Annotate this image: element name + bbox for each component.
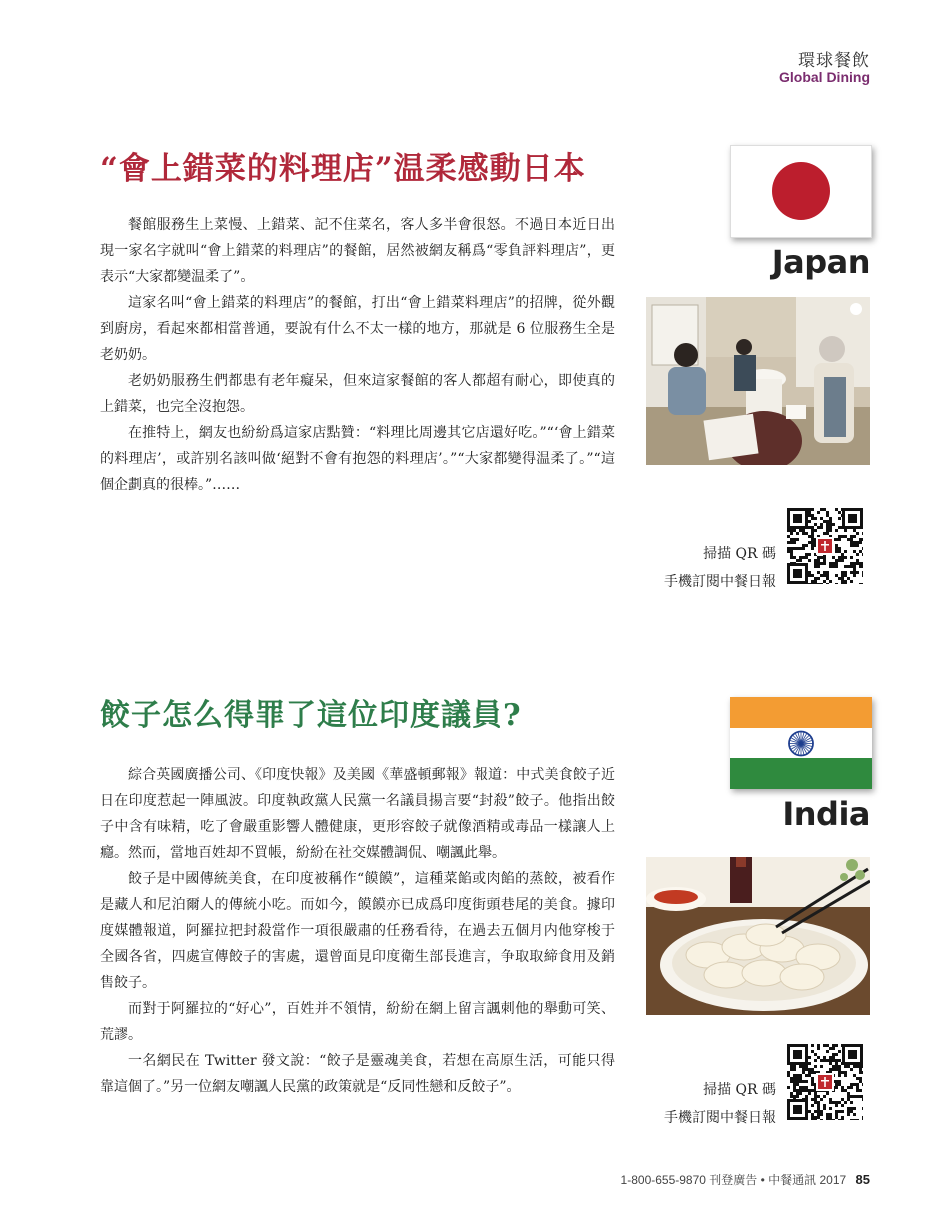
qr-caption — [664, 1076, 776, 1132]
article2-headline: 餃子怎么得罪了這位印度議員? — [100, 698, 522, 733]
qr-code-icon[interactable] — [787, 508, 863, 584]
article2-paragraph: 餃子是中國傳統美食，在印度被稱作“饃饃”，這種菜餡或肉餡的蒸餃，被看作是藏人和尼泊爾人的傳統小吃。而如今，饃饃亦已成爲印度街頭巷尾的美食。據印度媒體報道，阿羅拉把封殺當作一項很嚴肅的任務看待，在過去五個月内他穿梭于全國各省，四處宣傳餃子的害處，還曾面見印度衛生部長進言，争取取締食用及銷售餃子。 — [100, 871, 615, 991]
article2-paragraph: 一名網民在 Twitter 發文說：“餃子是靈魂美食，若想在高原生活，可能只得靠這個了。”另一位網友嘲諷人民黨的政策就是“反同性戀和反餃子”。 — [100, 1053, 615, 1095]
country-label-japan: Japan — [771, 243, 870, 281]
article2-body — [100, 762, 615, 1100]
article1-headline: “會上錯菜的料理店”温柔感動日本 — [100, 151, 586, 187]
article1-body — [100, 212, 615, 498]
qr-code-icon[interactable] — [787, 1044, 863, 1120]
page-number: 85 — [855, 1172, 870, 1187]
country-label-india: India — [782, 795, 870, 833]
india-flag-icon — [730, 697, 872, 789]
japan-flag-icon — [730, 145, 872, 238]
qr-caption-line2: 手機訂閱中餐日報 — [664, 574, 776, 590]
india-flag-white-band — [730, 728, 872, 759]
ashoka-chakra-icon — [730, 728, 872, 759]
qr-caption-line2: 手機訂閱中餐日報 — [664, 1110, 776, 1126]
footer-info: 1-800-655-9870 刊登廣告 • 中餐通訊 2017 — [620, 1173, 847, 1187]
article1-paragraph: 老奶奶服務生們都患有老年癡呆，但來這家餐館的客人都超有耐心，即使真的上錯菜，也完全沒抱怨。 — [100, 373, 615, 415]
page-footer — [621, 1171, 870, 1188]
qr-code-image — [787, 1044, 863, 1120]
restaurant-photo — [646, 297, 870, 465]
article1-paragraph: 餐館服務生上菜慢、上錯菜、記不住菜名，客人多半會很怒。不過日本近日出現一家名字就叫“會上錯菜的料理店”的餐館，居然被網友稱爲“零負評料理店”，更表示“大家都變温柔了”。 — [100, 217, 615, 285]
japan-flag-disc — [772, 162, 830, 220]
section-title-cn: 環球餐飲 — [798, 51, 870, 71]
restaurant-photo-image — [646, 297, 870, 465]
dumplings-photo-image — [646, 857, 870, 1015]
india-flag-saffron-band — [730, 697, 872, 728]
dumplings-photo — [646, 857, 870, 1015]
article2-paragraph: 而對于阿羅拉的“好心”，百姓并不領情，紛紛在網上留言諷刺他的舉動可笑、荒謬。 — [100, 1001, 615, 1043]
qr-caption-line1: 掃描 QR 碼 — [703, 1082, 776, 1098]
qr-code-image — [787, 508, 863, 584]
qr-caption — [664, 540, 776, 596]
india-flag-green-band — [730, 758, 872, 789]
article1-paragraph: 這家名叫“會上錯菜的料理店”的餐館，打出“會上錯菜料理店”的招牌，從外觀到廚房，看起來都相當普通，要說有什么不太一樣的地方，那就是 6 位服務生全是老奶奶。 — [100, 295, 615, 363]
qr-caption-line1: 掃描 QR 碼 — [703, 546, 776, 562]
article1-paragraph: 在推特上，網友也紛紛爲這家店點贊：“料理比周邊其它店還好吃。”“‘會上錯菜的料理店’，或許别名該叫做‘絕對不會有抱怨的料理店’。”“大家都變得温柔了。”“這個企劃真的很棒。”…… — [100, 425, 615, 493]
article2-paragraph: 綜合英國廣播公司、《印度快報》及美國《華盛頓郵報》報道：中式美食餃子近日在印度惹起一陣風波。印度執政黨人民黨一名議員揚言要“封殺”餃子。他指出餃子中含有味精，吃了會嚴重影響人體健康，更形容餃子就像酒精或毒品一樣讓人上癮。然而，當地百姓却不買帳，紛紛在社交媒體調侃、嘲諷此舉。 — [100, 767, 615, 861]
section-title-en: Global Dining — [779, 69, 870, 85]
